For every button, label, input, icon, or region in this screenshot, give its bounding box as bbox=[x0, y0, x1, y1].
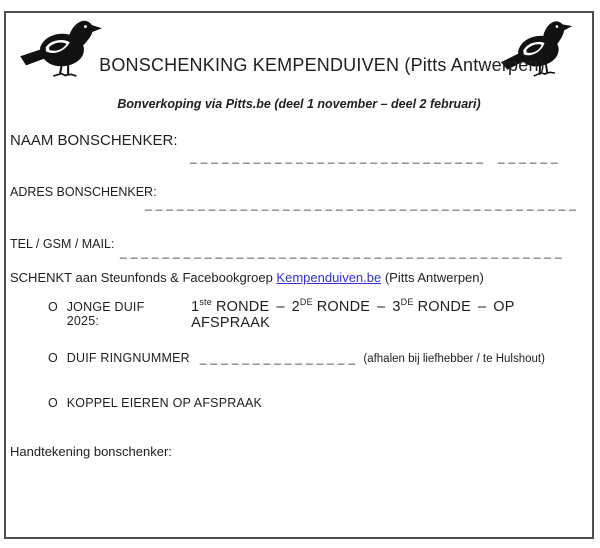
form-title: BONSCHENKING KEMPENDUIVEN (Pitts Antwerpen) bbox=[99, 55, 545, 75]
round-1-ordinal: ste bbox=[199, 297, 212, 307]
option-ringnummer bbox=[48, 351, 545, 365]
option-circle-marker: O bbox=[48, 396, 58, 410]
signature-label: Handtekening bonschenker: bbox=[10, 444, 172, 459]
option-ringnummer-label: DUIF RINGNUMMER bbox=[66, 351, 190, 365]
round-3 bbox=[392, 299, 471, 315]
round-2-number: 2 bbox=[291, 298, 300, 315]
dash-separator: – bbox=[377, 298, 386, 315]
round-3-number: 3 bbox=[392, 298, 401, 315]
address-field-label: ADRES BONSCHENKER: bbox=[10, 185, 157, 199]
round-2-word: RONDE bbox=[316, 298, 371, 315]
name-fill-line: _ _ _ _ _ _ _ _ _ _ _ _ _ _ _ _ _ _ _ _ _ _ _ _ _ _ _ _ _ _ _ _ _ _ bbox=[190, 150, 558, 164]
round-3-ordinal: DE bbox=[400, 297, 414, 307]
option-circle-marker: O bbox=[48, 351, 58, 365]
option-circle-marker: O bbox=[48, 299, 58, 314]
round-1-number: 1 bbox=[191, 298, 200, 315]
dash-separator: – bbox=[276, 298, 285, 315]
contact-field-label: TEL / GSM / MAIL: bbox=[10, 237, 115, 251]
ringnummer-fill-line: _ _ _ _ _ _ _ _ _ _ _ _ _ _ _ bbox=[199, 351, 356, 365]
donation-text-prefix: SCHENKT aan Steunfonds & Facebookgroep bbox=[10, 270, 277, 285]
form-subtitle: Bonverkoping via Pitts.be (deel 1 november – deel 2 februari) bbox=[117, 97, 481, 111]
pigeon-icon bbox=[494, 9, 587, 88]
ringnummer-note: (afhalen bij liefhebber / te Hulshout) bbox=[363, 353, 545, 365]
kempenduiven-link[interactable]: Kempenduiven.be bbox=[276, 270, 382, 285]
round-2 bbox=[292, 299, 371, 315]
address-fill-line: _ _ _ _ _ _ _ _ _ _ _ _ _ _ _ _ _ _ _ _ _ _ _ _ _ _ _ _ _ _ _ _ _ _ _ _ _ _ _ _ _ bbox=[145, 197, 577, 211]
appointment-option: OP AFSPRAAK bbox=[191, 298, 515, 331]
rounds-list bbox=[191, 297, 592, 331]
option-jonge-duif bbox=[48, 297, 592, 331]
contact-fill-line: _ _ _ _ _ _ _ _ _ _ _ _ _ _ _ _ _ _ _ _ _ _ _ _ _ _ _ _ _ _ _ _ _ _ _ _ _ _ _ _ _ _ bbox=[120, 245, 562, 259]
round-1 bbox=[191, 299, 269, 315]
option-koppel-eieren bbox=[48, 396, 262, 410]
round-3-word: RONDE bbox=[417, 298, 471, 315]
round-1-word: RONDE bbox=[215, 298, 270, 315]
round-2-ordinal: DE bbox=[299, 297, 313, 307]
option-jonge-duif-label: JONGE DUIF 2025: bbox=[66, 299, 145, 328]
name-field-label: NAAM BONSCHENKER: bbox=[10, 132, 178, 149]
donation-statement bbox=[10, 270, 484, 285]
dash-separator: – bbox=[477, 298, 487, 315]
form-page-border bbox=[4, 11, 594, 539]
donation-text-suffix: (Pitts Antwerpen) bbox=[381, 270, 484, 285]
option-koppel-eieren-label: KOPPEL EIEREN OP AFSPRAAK bbox=[66, 396, 263, 410]
